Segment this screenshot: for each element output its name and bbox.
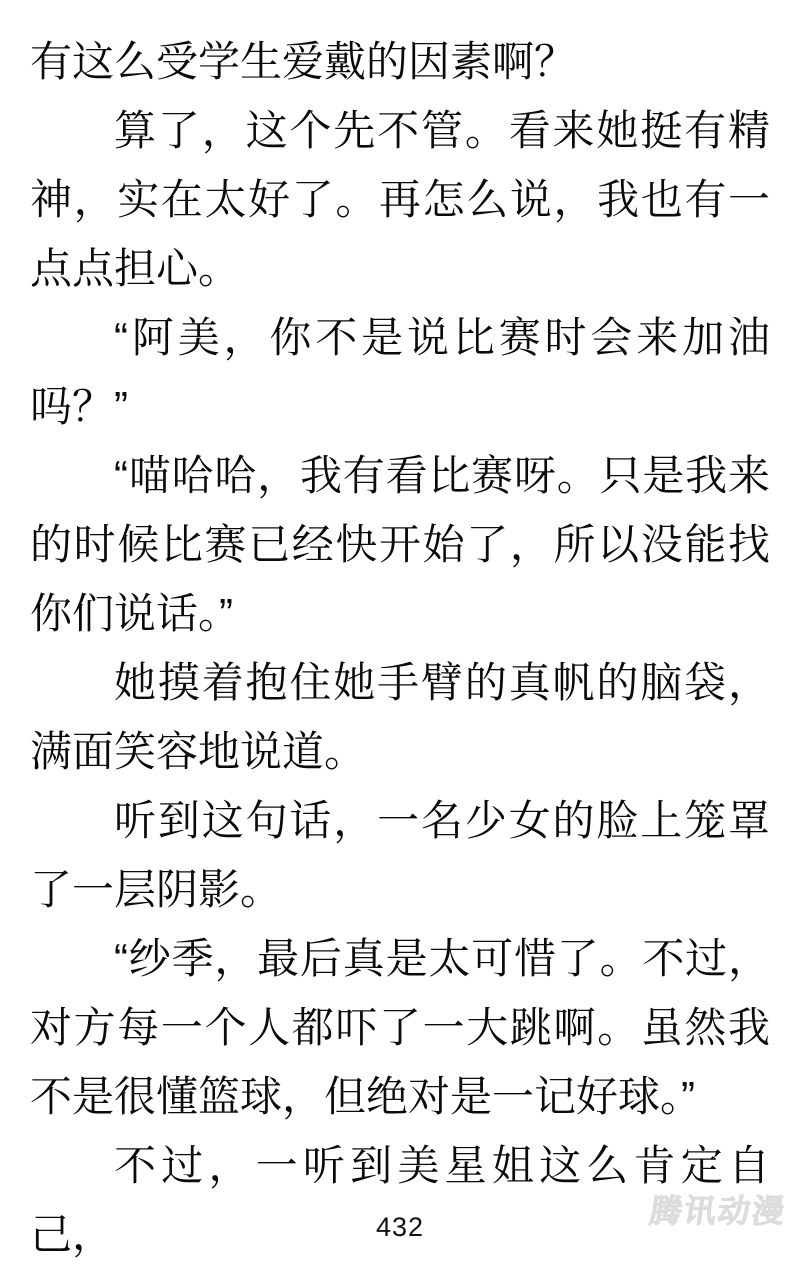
novel-paragraph: 算了，这个先不管。看来她挺有精神，实在太好了。再怎么说，我也有一点点担心。 bbox=[30, 107, 770, 292]
novel-paragraph: 有这么受学生爱戴的因素啊？ bbox=[30, 38, 577, 85]
novel-paragraph: “喵哈哈，我有看比赛呀。只是我来的时候比赛已经快开始了，所以没能找你们说话。” bbox=[30, 452, 770, 637]
novel-paragraph: 听到这句话，一名少女的脸上笼罩了一层阴影。 bbox=[30, 797, 770, 913]
novel-paragraph: “阿美，你不是说比赛时会来加油吗？” bbox=[30, 314, 770, 430]
novel-paragraph: “纱季，最后真是太可惜了。不过，对方每一个人都吓了一大跳啊。虽然我不是很懂篮球，但绝对是一记好球。” bbox=[30, 935, 770, 1120]
novel-paragraph: 她摸着抱住她手臂的真帆的脑袋，满面笑容地说道。 bbox=[30, 659, 770, 775]
novel-paragraph: 不过，一听到美星姐这么肯定自己， bbox=[30, 1142, 770, 1258]
tencent-comics-watermark: 腾讯动漫 bbox=[647, 1193, 789, 1229]
page-number: 432 bbox=[375, 1212, 425, 1242]
